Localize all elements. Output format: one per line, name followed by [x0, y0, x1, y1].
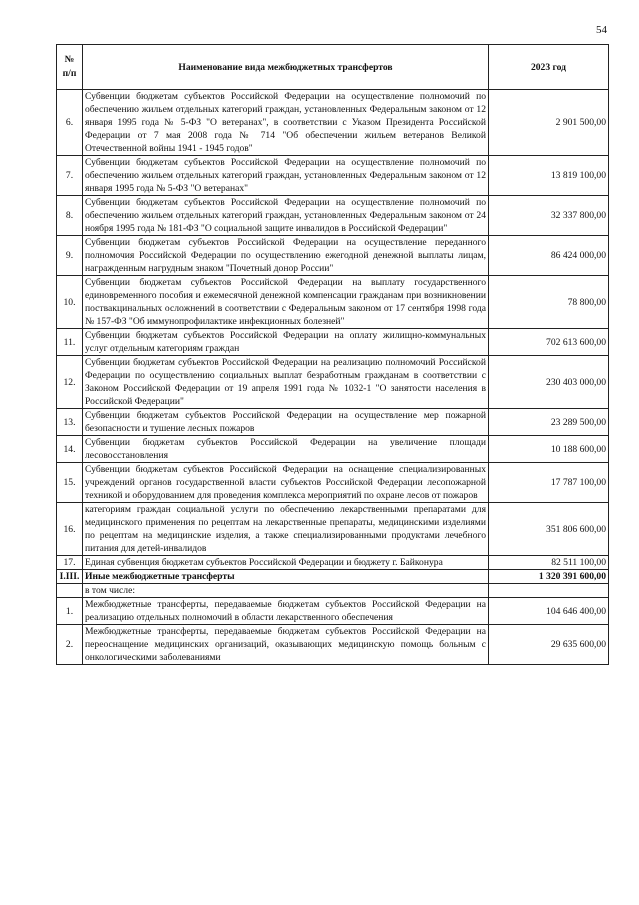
row-number: 8. [57, 196, 83, 236]
row-amount: 17 787 100,00 [489, 463, 609, 503]
row-number: 15. [57, 463, 83, 503]
row-description: Межбюджетные трансферты, передаваемые бюджетам субъектов Российской Федерации на переоснащение медицинских организаций, оказывающих медицинскую помощь больным с онкологическими заболеваниями [83, 625, 489, 665]
page-number: 54 [596, 24, 607, 36]
table-row [57, 625, 609, 665]
row-description: Субвенции бюджетам субъектов Российской Федерации на оснащение специализированных учреждений органов государственной власти субъектов Российской Федерации лесопожарной техникой и оборудованием для проведения комплекса мероприятий по охране лесов от пожаров [83, 463, 489, 503]
row-description: Субвенции бюджетам субъектов Российской Федерации на реализацию полномочий Российской Федерации по осуществлению социальных выплат безработным гражданам в соответствии с Законом Российской Федерации от 19 апреля 1991 года № 1032-1 "О занятости населения в Российской Федерации" [83, 356, 489, 409]
row-description: Субвенции бюджетам субъектов Российской Федерации на осуществление полномочий по обеспечению жильем отдельных категорий граждан, установленных Федеральным законом от 12 января 1995 года № 5-ФЗ "О ветеранах", в соответствии с Указом Президента Российской Федерации от 7 мая 2008 года № 714 "Об обеспечении жильем ветеранов Великой Отечественной войны 1941 - 1945 годов" [83, 90, 489, 156]
header-number-sign: № [64, 54, 75, 65]
row-description: Субвенции бюджетам субъектов Российской Федерации на оплату жилищно-коммунальных услуг отдельным категориям граждан [83, 329, 489, 356]
row-amount: 1 320 391 600,00 [489, 570, 609, 584]
table-row [57, 329, 609, 356]
subheading: в том числе: [83, 584, 489, 598]
row-number: 1. [57, 598, 83, 625]
empty-cell [57, 584, 83, 598]
row-description: Субвенции бюджетам субъектов Российской Федерации на осуществление полномочий по обеспечению жильем отдельных категорий граждан, установленных Федеральным законом от 24 ноября 1995 года № 181-ФЗ "О социальной защите инвалидов в Российской Федерации" [83, 196, 489, 236]
table-row [57, 436, 609, 463]
row-description: Единая субвенция бюджетам субъектов Российской Федерации и бюджету г. Байконура [83, 556, 489, 570]
row-amount: 2 901 500,00 [489, 90, 609, 156]
row-number: 16. [57, 503, 83, 556]
row-number: 13. [57, 409, 83, 436]
table-row [57, 90, 609, 156]
row-amount: 10 188 600,00 [489, 436, 609, 463]
row-amount: 86 424 000,00 [489, 236, 609, 276]
row-description: Межбюджетные трансферты, передаваемые бюджетам субъектов Российской Федерации на реализацию отдельных полномочий в области лекарственного обеспечения [83, 598, 489, 625]
row-amount: 702 613 600,00 [489, 329, 609, 356]
row-description: Субвенции бюджетам субъектов Российской Федерации на осуществление переданного полномочия Российской Федерации по осуществлению ежегодной денежной выплаты лицам, награжденным нагрудным знаком "Почетный донор России" [83, 236, 489, 276]
table-row [57, 236, 609, 276]
table-row [57, 409, 609, 436]
row-number: 11. [57, 329, 83, 356]
table-row [57, 503, 609, 556]
header-name: Наименование вида межбюджетных трансфертов [83, 45, 489, 90]
row-amount: 230 403 000,00 [489, 356, 609, 409]
section-total-row [57, 570, 609, 584]
row-number: 10. [57, 276, 83, 329]
row-number: 14. [57, 436, 83, 463]
row-description: Иные межбюджетные трансферты [83, 570, 489, 584]
row-description: Субвенции бюджетам субъектов Российской Федерации на выплату государственного единовременного пособия и ежемесячной денежной компенсации гражданам при возникновении поствакцинальных осложнений в соответствии с Федеральным законом от 17 сентября 1998 года № 157-ФЗ "Об иммунопрофилактике инфекционных болезней" [83, 276, 489, 329]
header-number-abbr: п/п [62, 68, 77, 79]
row-number: 2. [57, 625, 83, 665]
row-amount: 32 337 800,00 [489, 196, 609, 236]
table-row [57, 463, 609, 503]
empty-cell [489, 584, 609, 598]
table-row [57, 556, 609, 570]
row-amount: 104 646 400,00 [489, 598, 609, 625]
header-year: 2023 год [489, 45, 609, 90]
row-description: Субвенции бюджетам субъектов Российской Федерации на осуществление полномочий по обеспечению жильем отдельных категорий граждан, установленных Федеральным законом от 12 января 1995 года № 5-ФЗ "О ветеранах" [83, 156, 489, 196]
row-description: Субвенции бюджетам субъектов Российской Федерации на увеличение площади лесовосстановления [83, 436, 489, 463]
row-number: 12. [57, 356, 83, 409]
table-row [57, 196, 609, 236]
table-row [57, 276, 609, 329]
row-amount: 29 635 600,00 [489, 625, 609, 665]
transfers-table [56, 44, 609, 665]
row-amount: 82 511 100,00 [489, 556, 609, 570]
table-header-row [57, 45, 609, 90]
row-number: 9. [57, 236, 83, 276]
row-number: 7. [57, 156, 83, 196]
table-row [57, 598, 609, 625]
row-amount: 13 819 100,00 [489, 156, 609, 196]
row-description: Субвенции бюджетам субъектов Российской Федерации на осуществление мер пожарной безопасности и тушение лесных пожаров [83, 409, 489, 436]
row-amount: 78 800,00 [489, 276, 609, 329]
table-row [57, 156, 609, 196]
header-number [57, 45, 83, 90]
row-number: I.III. [57, 570, 83, 584]
row-description: категориям граждан социальной услуги по обеспечению лекарственными препаратами для медицинского применения по рецептам на лекарственные препараты, медицинскими изделиями по рецептам на медицинские изделия, а также специализированными продуктами лечебного питания для детей-инвалидов [83, 503, 489, 556]
table-row [57, 356, 609, 409]
row-number: 17. [57, 556, 83, 570]
row-amount: 23 289 500,00 [489, 409, 609, 436]
row-amount: 351 806 600,00 [489, 503, 609, 556]
row-number: 6. [57, 90, 83, 156]
subheading-row [57, 584, 609, 598]
